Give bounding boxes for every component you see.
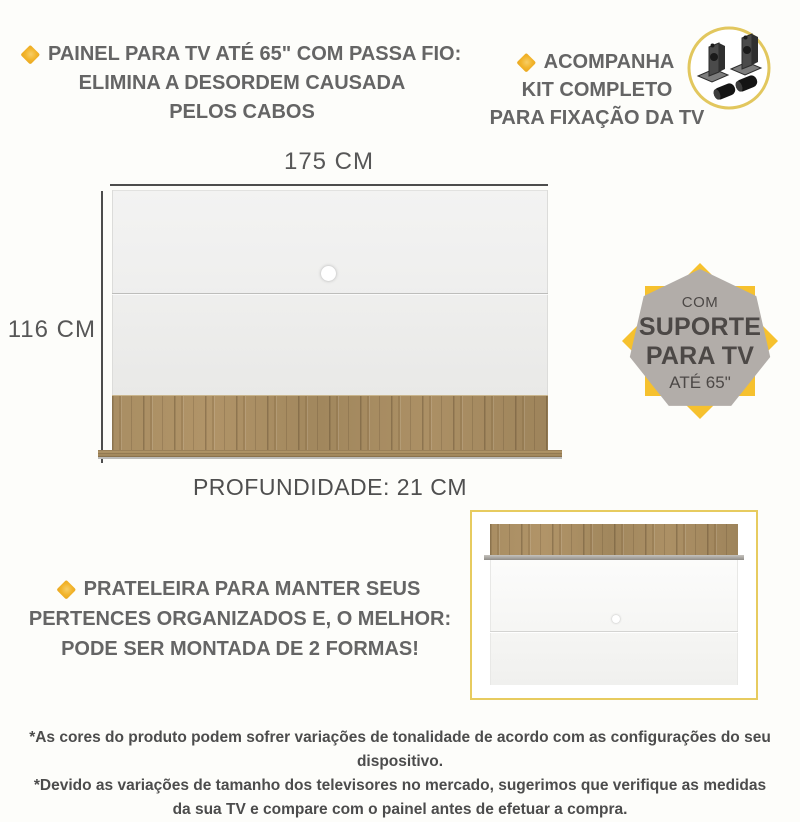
width-dimension-label: 175 CM [283,148,375,175]
depth-dimension-label: PROFUNDIDADE: 21 CM [192,474,468,500]
feature-line [24,40,460,69]
feature-passa-fio [24,40,460,127]
diamond-bullet-icon [20,45,40,65]
disclaimer-text [0,726,800,822]
panel-white-board [112,190,548,395]
alternate-assembly-image [470,510,758,700]
diamond-bullet-icon [516,53,536,73]
inset-seam-line [490,631,738,632]
badge-line: PARA TV [645,342,755,370]
diamond-bullet-icon [56,580,76,600]
badge-line: COM [681,294,719,311]
height-dimension-line [101,191,103,463]
disclaimer-line: *Devido as variações de tamanho dos televisores no mercado, sugerimos que verifique as medidas [33,777,767,794]
disclaimer-line: *As cores do produto podem sofrer variações de tonalidade de acordo com as configurações do seu dispositivo. [29,729,771,770]
badge-text [616,262,784,424]
support-badge [616,262,784,424]
feature-line: KIT COMPLETO [521,79,673,101]
disclaimer-line: da sua TV e compare com o painel antes de efetuar a compra. [172,801,628,818]
feature-text: PAINEL PARA TV ATÉ 65" COM PASSA FIO: [48,43,462,65]
inset-cable-hole [612,615,620,623]
feature-line [18,574,462,604]
tv-mount-kit-icon [676,24,782,116]
tv-panel-illustration [112,190,548,452]
feature-line: PELOS CABOS [169,101,315,123]
feature-text: ACOMPANHA [543,51,675,73]
panel-seam-line [112,293,548,294]
feature-line: PODE SER MONTADA DE 2 FORMAS! [61,638,419,660]
feature-prateleira [18,574,462,664]
badge-line: SUPORTE [638,313,762,341]
feature-text: PRATELEIRA PARA MANTER SEUS [83,578,421,600]
panel-wood-section [112,395,548,450]
feature-line: PARA FIXAÇÃO DA TV [489,107,705,129]
inset-wood-shelf [490,524,738,555]
feature-line: PERTENCES ORGANIZADOS E, O MELHOR: [28,608,452,630]
height-dimension-label: 116 CM [7,316,96,343]
panel-base-shelf [98,450,562,459]
width-dimension-line [110,184,548,186]
cable-hole [321,266,336,281]
badge-line: ATÉ 65" [669,373,731,392]
inset-white-panel [490,560,738,685]
feature-line: ELIMINA A DESORDEM CAUSADA [78,72,406,94]
